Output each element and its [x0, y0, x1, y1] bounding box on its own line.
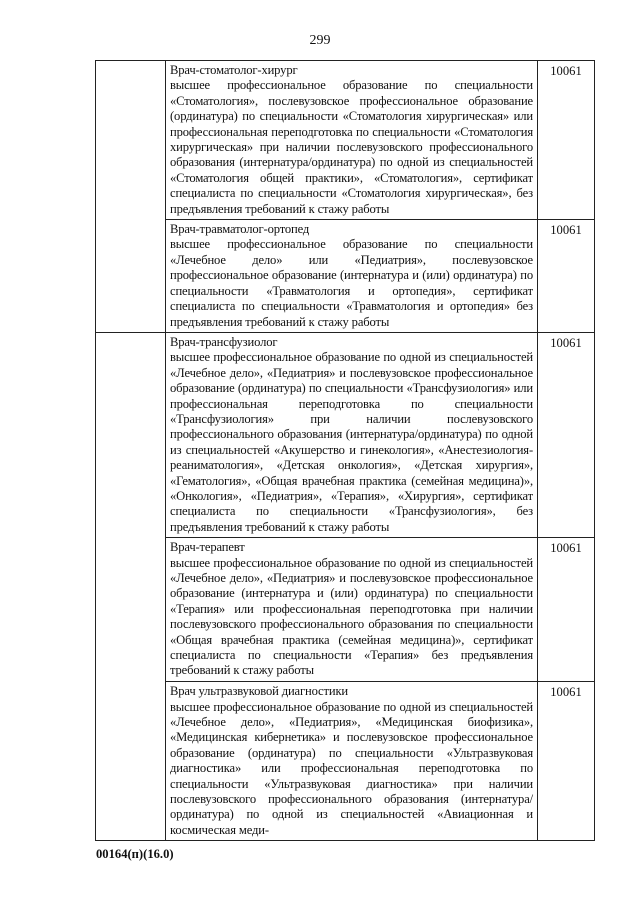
position-cell [166, 61, 538, 220]
salary-code: 10061 [550, 685, 582, 700]
position-title: Врач ультразвуковой диагностики [170, 684, 349, 699]
position-title: Врач-стоматолог-хирург [170, 63, 298, 77]
code-cell [538, 682, 595, 841]
code-cell [538, 220, 595, 333]
code-cell [538, 61, 595, 220]
salary-code: 10061 [550, 223, 582, 238]
position-cell [166, 538, 538, 682]
salary-code: 10061 [550, 64, 582, 78]
position-cell [166, 220, 538, 333]
document-code: 00164(п)(16.0) [96, 847, 174, 861]
group-cell [96, 61, 166, 333]
salary-code: 10061 [550, 335, 582, 350]
position-title: Врач-терапевт [170, 540, 245, 555]
code-cell [538, 332, 595, 537]
position-requirements: высшее профессиональное образование по одной из специальностей «Лечебное дело», «Педиатрия», «Медицинская биофизика», «Медицинская кибернетика» и послевузовское профессиональное образование (ординатура) по специальности «Ультразвуковая диагностика» или профессиональная переподготовка по специальности «Ультразвуковая диагностика» при наличии послевузовского профессионального образования (интернатура/ординатура) по одной из специальностей «Авиационная и космическая меди- [170, 699, 533, 837]
code-cell [538, 538, 595, 682]
position-cell [166, 332, 538, 537]
table-row [96, 332, 595, 537]
page-number: 299 [309, 33, 331, 48]
table-row [96, 220, 595, 333]
position-requirements: высшее профессиональное образование по одной из специальностей «Лечебное дело», «Педиатрия» и послевузовское профессиональное образование (ординатура) по специальности «Трансфузиология» или профессиональная переподготовка по специальности «Трансфузиология» при наличии послевузовского профессионального образования (интернатура/ординатура) по одной из специальностей «Акушерство и гинекология», «Анестезиология-реаниматология», «Детская онкология», «Детская хирургия», «Гематология», «Общая врачебная практика (семейная медицина)», «Онкология», «Педиатрия», «Терапия», «Хирургия», сертификат специалиста по специальности «Трансфузиология», без предъявления требований к стажу работы [170, 350, 533, 534]
group-cell [96, 332, 166, 840]
position-requirements: высшее профессиональное образование по специальности «Лечебное дело» или «Педиатрия», послевузовское профессиональное образование (интернатура и (или) ординатура) по специальности «Травматология и ортопедия», сертификат специалиста по специальности «Травматология и ортопедия» без предъявления требований к стажу работы [170, 237, 533, 329]
position-requirements: высшее профессиональное образование по специальности «Стоматология», послевузовское профессиональное образование (ординатура) по специальности «Стоматология хирургическая» или профессиональная переподготовка по специальности «Стоматология хирургическая» при наличии послевузовского профессионального образования (интернатура/ординатура) по одной из специальностей «Стоматология общей практики», «Стоматология», сертификат специалиста по специальности «Стоматология хирургическая», без предъявления требований к стажу работы [170, 78, 533, 216]
position-title: Врач-травматолог-ортопед [170, 222, 310, 237]
table-row [96, 682, 595, 841]
table-row [96, 61, 595, 220]
salary-code: 10061 [550, 541, 582, 556]
position-requirements: высшее профессиональное образование по одной из специальностей «Лечебное дело», «Педиатрия» и послевузовское профессиональное образование (интернатура и (или) ординатура) по специальности «Терапия» или профессиональная переподготовка при наличии послевузовского профессионального образования по специальности «Общая врачебная практика (семейная медицина)», сертификат специалиста по специальности «Терапия» без предъявления требований к стажу работы [170, 555, 533, 678]
position-cell [166, 682, 538, 841]
qualification-table [95, 60, 595, 841]
table-row [96, 538, 595, 682]
position-title: Врач-трансфузиолог [170, 334, 278, 349]
